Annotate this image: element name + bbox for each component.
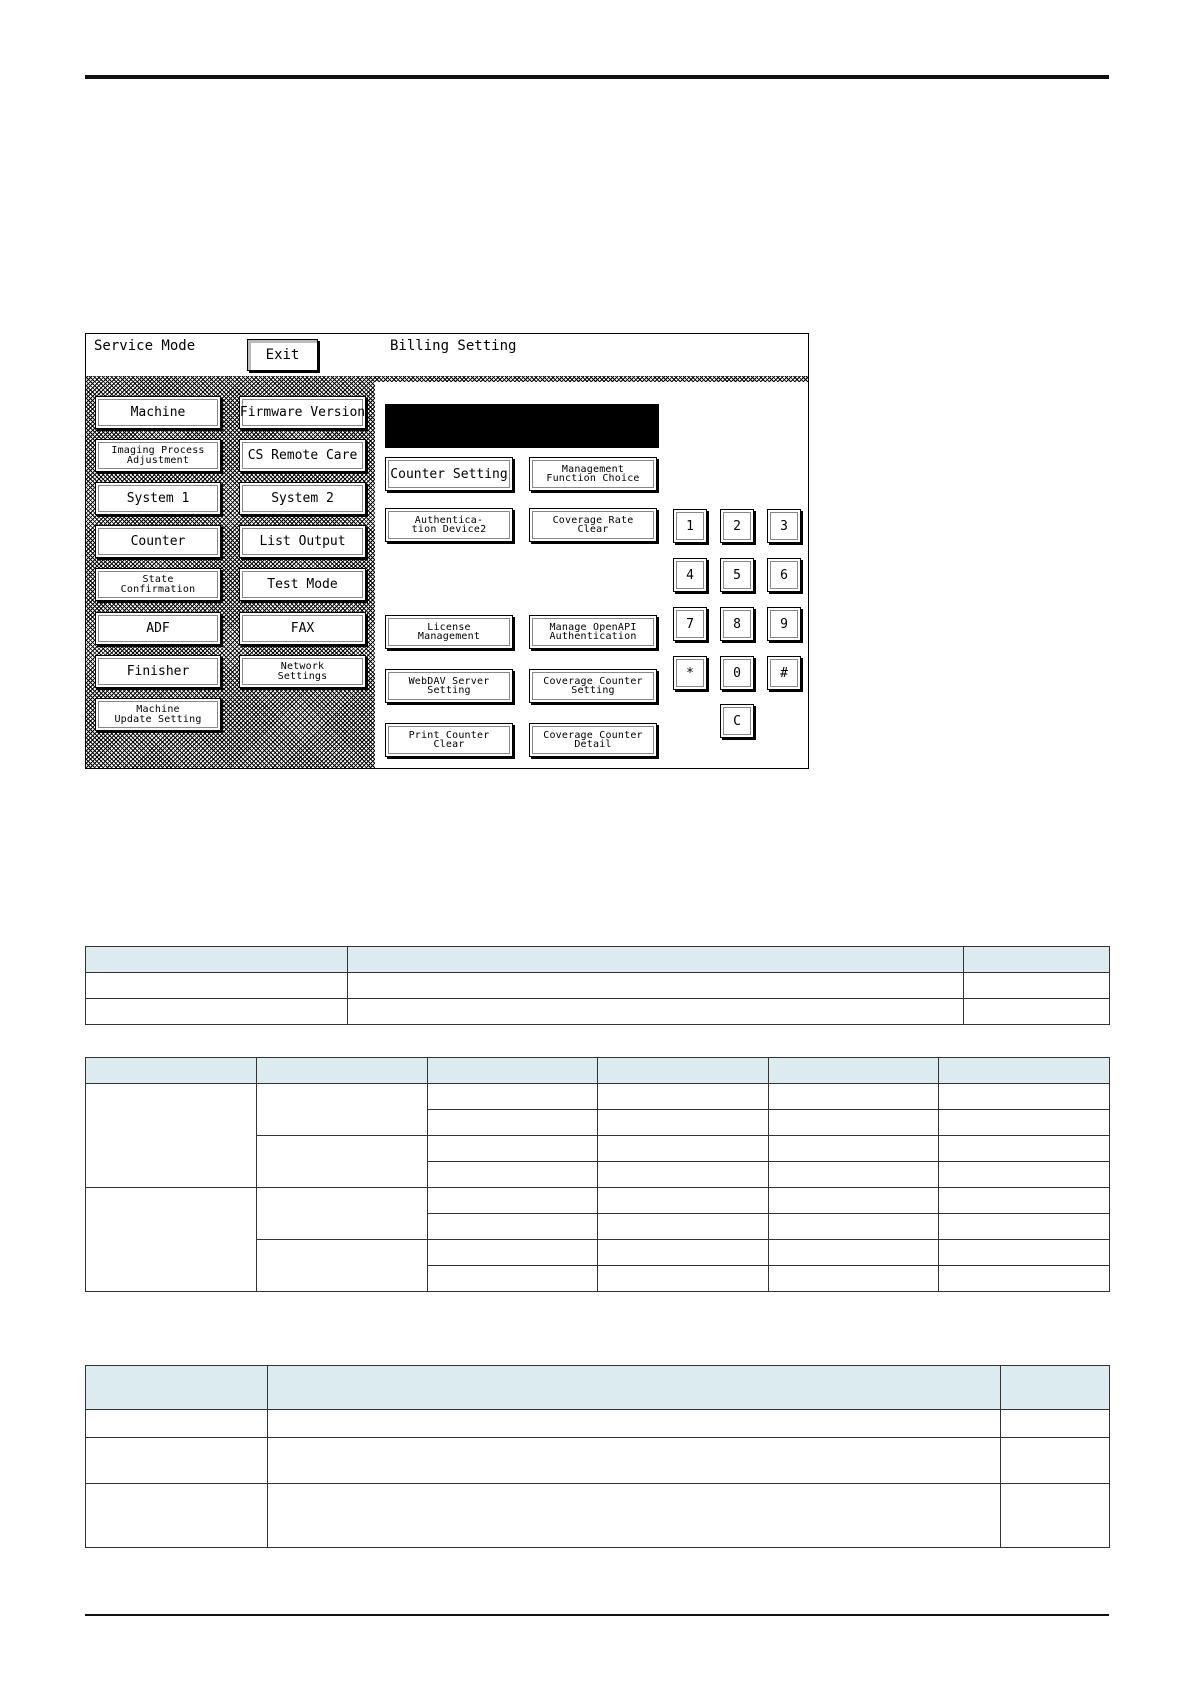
table-3 [85,1365,1110,1548]
keypad-8[interactable]: 8 [720,607,754,641]
table-row [86,1188,1110,1214]
keypad-1[interactable]: 1 [673,509,707,543]
finisher-button[interactable]: Finisher [95,655,221,688]
keypad-4[interactable]: 4 [673,558,707,592]
keypad-clear[interactable]: C [720,704,754,738]
top-rule [85,75,1109,79]
keypad-asterisk[interactable]: * [673,656,707,690]
service-mode-screen [85,333,809,769]
bottom-rule [85,1614,1109,1616]
system-2-button[interactable]: System 2 [239,482,366,515]
keypad-0[interactable]: 0 [720,656,754,690]
cs-remote-care-button[interactable]: CS Remote Care [239,439,366,472]
keypad-hash[interactable]: # [767,656,801,690]
management-function-choice-button[interactable]: Management Function Choice [529,457,657,491]
coverage-counter-detail-button[interactable]: Coverage Counter Detail [529,723,657,757]
manage-openapi-authentication-button[interactable]: Manage OpenAPI Authentication [529,615,657,649]
table-row [86,999,1110,1025]
service-menu-panel [86,382,375,768]
table-row [86,973,1110,999]
list-output-button[interactable]: List Output [239,525,366,558]
keypad-7[interactable]: 7 [673,607,707,641]
counter-setting-button[interactable]: Counter Setting [385,457,513,491]
machine-button[interactable]: Machine [95,396,221,429]
license-management-button[interactable]: License Management [385,615,513,649]
print-counter-clear-button[interactable]: Print Counter Clear [385,723,513,757]
machine-update-setting-button[interactable]: Machine Update Setting [95,698,221,731]
fax-button[interactable]: FAX [239,612,366,645]
adf-button[interactable]: ADF [95,612,221,645]
keypad-6[interactable]: 6 [767,558,801,592]
keypad-3[interactable]: 3 [767,509,801,543]
table-1-header [86,947,1110,973]
webdav-server-setting-button[interactable]: WebDAV Server Setting [385,669,513,703]
keypad-9[interactable]: 9 [767,607,801,641]
imaging-process-adjustment-button[interactable]: Imaging Process Adjustment [95,439,221,472]
table-row [86,1084,1110,1110]
system-1-button[interactable]: System 1 [95,482,221,515]
billing-setting-title: Billing Setting [390,338,517,354]
screen-header [86,334,808,376]
counter-button[interactable]: Counter [95,525,221,558]
service-mode-label: Service Mode [94,338,196,354]
table-row [86,1410,1110,1438]
firmware-version-button[interactable]: Firmware Version [239,396,366,429]
keypad-2[interactable]: 2 [720,509,754,543]
network-settings-button[interactable]: Network Settings [239,655,366,688]
coverage-rate-clear-button[interactable]: Coverage Rate Clear [529,508,657,542]
coverage-counter-setting-button[interactable]: Coverage Counter Setting [529,669,657,703]
table-row [86,1438,1110,1484]
exit-button[interactable]: Exit [247,339,318,371]
table-row [86,1484,1110,1548]
display-area [385,404,659,448]
authentication-device2-button[interactable]: Authentica- tion Device2 [385,508,513,542]
table-1 [85,946,1110,1025]
billing-setting-panel [377,382,808,768]
state-confirmation-button[interactable]: State Confirmation [95,568,221,601]
test-mode-button[interactable]: Test Mode [239,568,366,601]
table-3-header [86,1366,1110,1410]
keypad-5[interactable]: 5 [720,558,754,592]
table-2-header [86,1058,1110,1084]
table-2 [85,1057,1110,1292]
